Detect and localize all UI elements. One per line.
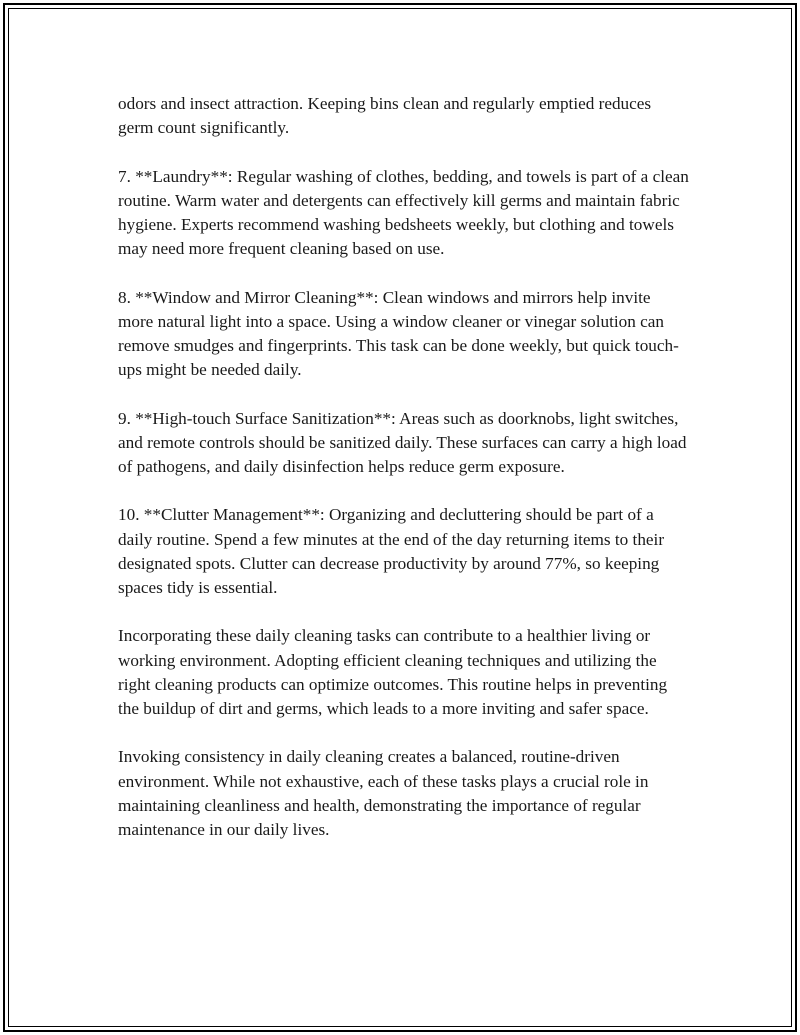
paragraph-laundry: 7. **Laundry**: Regular washing of clothes, bedding, and towels is part of a clean routine. Warm water and detergents can effectively kill germs and maintain fabric hygiene. Experts recommend washing bedsheets weekly, but clothing and towels may need more frequent cleaning based on use.	[118, 166, 689, 259]
document-body	[118, 92, 690, 842]
paragraph-incorporating-tasks: Incorporating these daily cleaning tasks can contribute to a healthier living or working environment. Adopting efficient cleaning techniques and utilizing the right cleaning products can optimize outcomes. This routine helps in preventing the buildup of dirt and germs, which leads to a more inviting and safer space.	[118, 626, 668, 718]
paragraph-high-touch-sanitization: 9. **High-touch Surface Sanitization**: Areas such as doorknobs, light switches, and remote controls should be sanitized daily. These surfaces can carry a high load of pathogens, and daily disinfection helps reduce germ exposure.	[118, 408, 687, 476]
paragraph-conclusion: Invoking consistency in daily cleaning creates a balanced, routine-driven environment. While not exhaustive, each of these tasks plays a crucial role in maintaining cleanliness and health, demonstrating the importance of regular maintenance in our daily lives.	[118, 747, 649, 839]
paragraph-bins-continuation: odors and insect attraction. Keeping bins clean and regularly emptied reduces germ count significantly.	[118, 94, 652, 138]
paragraph-clutter-management: 10. **Clutter Management**: Organizing and decluttering should be part of a daily routine. Spend a few minutes at the end of the day returning items to their designated spots. Clutter can decrease productivity by around 77%, so keeping spaces tidy is essential.	[118, 505, 665, 597]
paragraph-window-mirror-cleaning: 8. **Window and Mirror Cleaning**: Clean windows and mirrors help invite more natural light into a space. Using a window cleaner or vinegar solution can remove smudges and fingerprints. This task can be done weekly, but quick touch-ups might be needed daily.	[118, 287, 679, 380]
